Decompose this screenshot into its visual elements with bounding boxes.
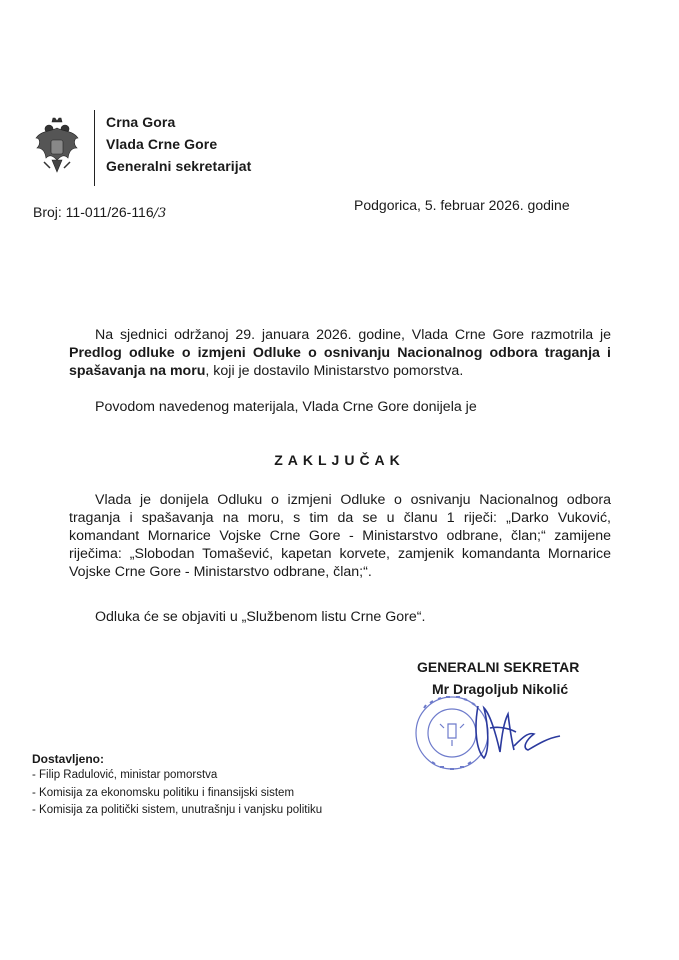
signatory-title: GENERALNI SEKRETAR [417, 659, 580, 675]
header-divider [94, 110, 95, 186]
distribution-title: Dostavljeno: [32, 752, 105, 766]
header-country: Crna Gora [106, 114, 176, 130]
distribution-item: - Filip Radulović, ministar pomorstva [32, 769, 218, 781]
paragraph-intro [69, 326, 611, 380]
reference-handwritten-suffix: /3 [153, 206, 167, 221]
reference-prefix: Broj: 11-011/26-116 [33, 204, 154, 220]
intro-text-b: , koji je dostavilo Ministarstvo pomorstva. [205, 363, 464, 379]
distribution-item: - Komisija za politički sistem, unutrašnju i vanjsku politiku [32, 804, 323, 816]
intro-text-a: Na sjednici održanoj 29. januara 2026. godine, Vlada Crne Gore razmotrila je [95, 327, 611, 343]
paragraph-decision-intro: Povodom navedenog materijala, Vlada Crne Gore donijela je [95, 399, 477, 415]
signatory-name: Mr Dragoljub Nikolić [432, 681, 569, 697]
header-secretariat: Generalni sekretarijat [106, 158, 252, 174]
reference-number [33, 204, 166, 221]
distribution-item: - Komisija za ekonomsku politiku i finansijski sistem [32, 787, 295, 799]
paragraph-conclusion: Vlada je donijela Odluku o izmjeni Odluke o osnivanju Nacionalnog odbora traganja i spašavanja na moru, s tim da se u članu 1 riječi: „Darko Vuković, komandant Mornarice Vojske Crne Gore - Ministarstvo odbrane, član;“ zamijene riječima: „Slobodan Tomašević, kapetan korvete, zamjenik komandanta Mornarice Vojske Crne Gore - Ministarstvo odbrane, član;“. [69, 492, 611, 580]
intro-bold-subject: Predlog odluke o izmjeni Odluke o osnivanju Nacionalnog odbora traganja i spašavanja na moru [69, 345, 611, 379]
place-date: Podgorica, 5. februar 2026. godine [354, 197, 570, 213]
coat-of-arms-icon [32, 116, 82, 176]
document-title: ZAKLJUČAK [274, 452, 405, 468]
paragraph-publication: Odluka će se objaviti u „Službenom listu Crne Gore“. [95, 609, 426, 625]
official-stamp-signature [404, 688, 574, 778]
header-government: Vlada Crne Gore [106, 136, 218, 152]
